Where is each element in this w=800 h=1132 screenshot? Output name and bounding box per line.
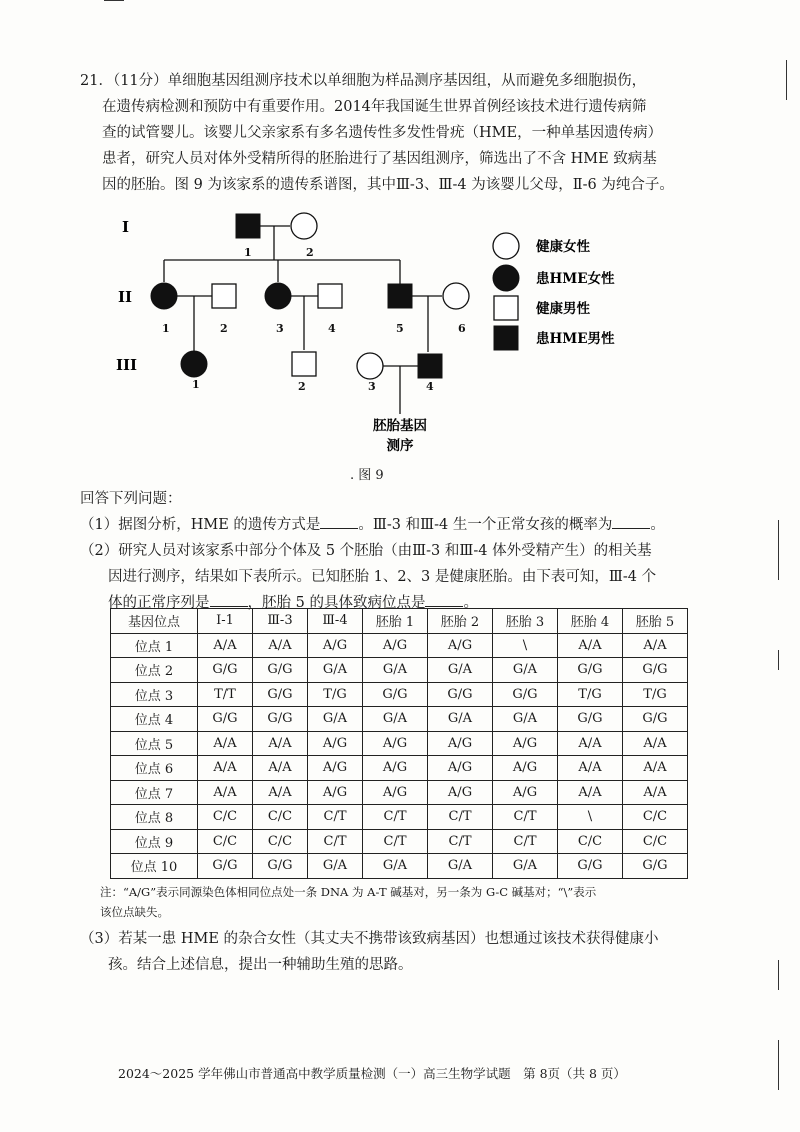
locus-label-cell: 位点 3 [111,682,198,707]
id-label: 6 [458,322,466,335]
genotype-table [110,608,688,879]
genotype-cell: A/A [623,731,688,756]
II-6-healthy-female [443,283,469,309]
genotype-cell: C/C [623,829,688,854]
figure-caption-dot: . [350,468,359,483]
genotype-cell: A/G [428,756,493,781]
answers-intro: 回答下列问题： [80,491,182,507]
III-2-healthy-male [292,352,316,376]
genotype-table-body [111,633,688,878]
II-1-affected-female [151,283,177,309]
genotype-cell: G/G [428,682,493,707]
I-2-healthy-female [291,213,317,239]
figure-caption [350,464,384,483]
genotype-cell: G/G [623,658,688,683]
genotype-cell: G/A [363,854,428,879]
genotype-cell: G/A [428,707,493,732]
embryo-sequencing-label-2: 测序 [386,438,414,454]
genotype-cell: A/A [198,756,253,781]
genotype-cell: G/A [308,707,363,732]
id-label: 3 [276,322,284,335]
genotype-cell: A/A [198,633,253,658]
genotype-cell: \ [558,805,623,830]
legend-affected-male-symbol [494,326,518,350]
locus-label-cell: 位点 7 [111,780,198,805]
table-header-cell: 胚胎 4 [558,609,623,634]
genotype-cell: G/A [428,854,493,879]
table-row [111,805,688,830]
table-header-cell: 胚胎 3 [493,609,558,634]
genotype-cell: A/G [428,731,493,756]
genotype-cell: A/G [308,731,363,756]
table-header-cell: Ⅲ-3 [253,609,308,634]
table-row [111,829,688,854]
answers-section [80,486,780,616]
generation-label-II: II [118,288,133,306]
id-label: 4 [328,322,336,335]
table-row [111,854,688,879]
genotype-cell: G/G [363,682,428,707]
genotype-cell: A/G [308,780,363,805]
question-line: 21．（11分）单细胞基因组测序技术以单细胞为样品测序基因组，从而避免多细胞损伤， [80,73,647,89]
genotype-cell: T/G [308,682,363,707]
genotype-cell: G/A [363,658,428,683]
locus-label-cell: 位点 4 [111,707,198,732]
genotype-cell: G/G [253,658,308,683]
table-note-line-1: 注：“A/G”表示同源染色体相同位点处一条 DNA 为 A-T 碱基对，另一条为 G-C 碱基对；“\”表示 [100,885,597,899]
table-header-cell: 胚胎 5 [623,609,688,634]
id-label: 2 [220,322,228,335]
genotype-cell: G/G [558,658,623,683]
answer-blank-pathogenic-site[interactable] [425,592,463,607]
genotype-cell: A/A [253,756,308,781]
table-row [111,682,688,707]
II-5-affected-male [388,284,412,308]
II-3-affected-female [265,283,291,309]
genotype-cell: A/A [558,780,623,805]
legend-affected-female-label: 患HME女性 [536,271,615,287]
genotype-cell: G/G [558,854,623,879]
scan-edge-mark [786,60,787,100]
genotype-cell: A/A [558,756,623,781]
question-1 [80,512,780,538]
genotype-cell: A/G [308,756,363,781]
legend-affected-male-label: 患HME男性 [536,331,615,347]
genotype-cell: A/A [623,756,688,781]
genotype-cell: \ [493,633,558,658]
genotype-cell: G/G [253,854,308,879]
table-header-row [111,609,688,634]
locus-label-cell: 位点 2 [111,658,198,683]
legend-healthy-female-label: 健康女性 [536,239,590,255]
genotype-cell: G/G [493,682,558,707]
question-1-text-b: 。Ⅲ-3 和Ⅲ-4 生一个正常女孩的概率为 [358,517,613,533]
genotype-cell: C/C [558,829,623,854]
genotype-cell: A/G [428,780,493,805]
locus-label-cell: 位点 9 [111,829,198,854]
question-3-line-1: （3）若某一患 HME 的杂合女性（其丈夫不携带该致病基因）也想通过该技术获得健康小 [80,931,659,947]
genotype-cell: T/G [558,682,623,707]
genotype-cell: A/A [253,780,308,805]
question-line: 患者，研究人员对体外受精所得的胚胎进行了基因组测序，筛选出了不含 HME 致病基 [102,151,657,167]
embryo-sequencing-label-1: 胚胎基因 [373,418,427,434]
answer-blank-inheritance-mode[interactable] [320,514,358,529]
genotype-cell: A/A [558,633,623,658]
id-label: 2 [298,380,306,393]
question-2-line-2: 因进行测序，结果如下表所示。已知胚胎 1、2、3 是健康胚胎。由下表可知，Ⅲ-4 个 [108,569,657,585]
id-label: 3 [368,380,376,393]
genotype-cell: C/C [253,805,308,830]
genotype-cell: C/T [428,805,493,830]
question-line: 查的试管婴儿。该婴儿父亲家系有多名遗传性多发性骨疣（HME，一种单基因遗传病） [102,125,663,141]
question-2-text-a: 体的正常序列是 [108,595,210,611]
question-1-text-c: 。 [650,517,665,533]
genotype-cell: A/A [198,780,253,805]
genotype-cell: G/G [253,707,308,732]
genotype-cell: C/C [623,805,688,830]
I-1-affected-male [236,214,260,238]
genotype-cell: C/T [493,829,558,854]
III-4-affected-male [418,354,442,378]
question-1-text-a: （1）据图分析，HME 的遗传方式是 [80,517,321,533]
genotype-cell: A/A [558,731,623,756]
table-row [111,756,688,781]
question-2-line-1: （2）研究人员对该家系中部分个体及 5 个胚胎（由Ⅲ-3 和Ⅲ-4 体外受精产生）的相关基 [80,543,652,559]
genotype-cell: G/A [493,658,558,683]
scan-edge-mark [778,650,779,670]
answer-blank-normal-sequence[interactable] [210,592,248,607]
genotype-cell: G/G [198,707,253,732]
II-4-healthy-male [318,284,342,308]
genotype-cell: A/G [363,756,428,781]
genotype-cell: A/G [428,633,493,658]
id-label: 5 [396,322,404,335]
question-21-intro [80,68,770,198]
genotype-cell: A/A [623,633,688,658]
table-row [111,633,688,658]
legend-affected-female-symbol [493,265,519,291]
genotype-cell: A/G [308,633,363,658]
genotype-cell: T/T [198,682,253,707]
genotype-cell: C/C [253,829,308,854]
question-3 [80,926,780,978]
figure-caption-text: 图 9 [358,468,384,483]
genotype-cell: A/A [198,731,253,756]
genotype-cell: A/G [363,731,428,756]
id-label: 1 [162,322,170,335]
scan-artifact-top [104,0,124,1]
legend-healthy-male-label: 健康男性 [536,301,590,317]
genotype-cell: C/T [428,829,493,854]
genotype-cell: G/G [198,854,253,879]
genotype-cell: C/T [308,829,363,854]
genotype-cell: G/G [623,854,688,879]
genotype-cell: A/A [623,780,688,805]
id-label: 1 [192,378,200,391]
genotype-cell: G/G [558,707,623,732]
legend-healthy-male-symbol [494,296,518,320]
genotype-cell: G/A [363,707,428,732]
table-row [111,731,688,756]
table-note-line-2: 该位点缺失。 [100,905,169,919]
genotype-cell: C/T [363,829,428,854]
genotype-cell: G/A [428,658,493,683]
locus-label-cell: 位点 5 [111,731,198,756]
genotype-cell: G/A [308,854,363,879]
genotype-cell: G/G [198,658,253,683]
genotype-cell: C/T [363,805,428,830]
genotype-cell: C/C [198,805,253,830]
question-line: 在遗传病检测和预防中有重要作用。2014年我国诞生世界首例经该技术进行遗传病筛 [102,99,647,115]
table-header-cell: 胚胎 2 [428,609,493,634]
question-line: 因的胚胎。图 9 为该家系的遗传系谱图，其中Ⅲ-3、Ⅲ-4 为该婴儿父母，Ⅱ-6 为纯合子。 [102,177,674,193]
answer-blank-probability[interactable] [612,514,650,529]
scan-edge-mark [778,960,779,990]
genotype-cell: A/G [493,756,558,781]
II-2-healthy-male [212,284,236,308]
genotype-cell: G/A [308,658,363,683]
table-note [100,882,760,922]
generation-label-I: I [122,218,130,236]
scan-edge-mark [778,520,779,580]
locus-label-cell: 位点 6 [111,756,198,781]
generation-label-III: III [116,356,138,374]
page-footer: 2024～2025 学年佛山市普通高中教学质量检测（一）高三生物学试题 第 8页（共 8 页） [118,1066,626,1081]
question-2-text-c: 。 [463,595,478,611]
genotype-cell: C/C [198,829,253,854]
pedigree-figure [100,200,660,470]
genotype-cell: A/G [493,780,558,805]
id-label: 1 [244,246,252,259]
locus-label-cell: 位点 8 [111,805,198,830]
table-row [111,780,688,805]
genotype-cell: G/G [253,682,308,707]
III-3-healthy-female [357,353,383,379]
genotype-cell: C/T [493,805,558,830]
genotype-cell: G/A [493,707,558,732]
id-label: 2 [306,246,314,259]
table-header-cell: Ⅲ-4 [308,609,363,634]
genotype-cell: C/T [308,805,363,830]
question-3-line-2: 孩。结合上述信息，提出一种辅助生殖的思路。 [108,957,413,973]
legend-healthy-female-symbol [493,233,519,259]
pedigree-chart [100,200,660,470]
question-2-text-b: ，胚胎 5 的具体致病位点是 [247,595,426,611]
genotype-cell: A/G [493,731,558,756]
locus-label-cell: 位点 10 [111,854,198,879]
table-header-cell: I-1 [198,609,253,634]
genotype-cell: A/A [253,731,308,756]
locus-label-cell: 位点 1 [111,633,198,658]
table-header-cell: 基因位点 [111,609,198,634]
genotype-cell: G/G [623,707,688,732]
table-row [111,707,688,732]
genotype-cell: A/G [363,780,428,805]
genotype-cell: A/G [363,633,428,658]
genotype-cell: G/A [493,854,558,879]
id-label: 4 [426,380,434,393]
genotype-cell: A/A [253,633,308,658]
genotype-cell: T/G [623,682,688,707]
III-1-affected-female [181,351,207,377]
table-row [111,658,688,683]
scan-edge-mark [778,1040,779,1090]
table-header-cell: 胚胎 1 [363,609,428,634]
